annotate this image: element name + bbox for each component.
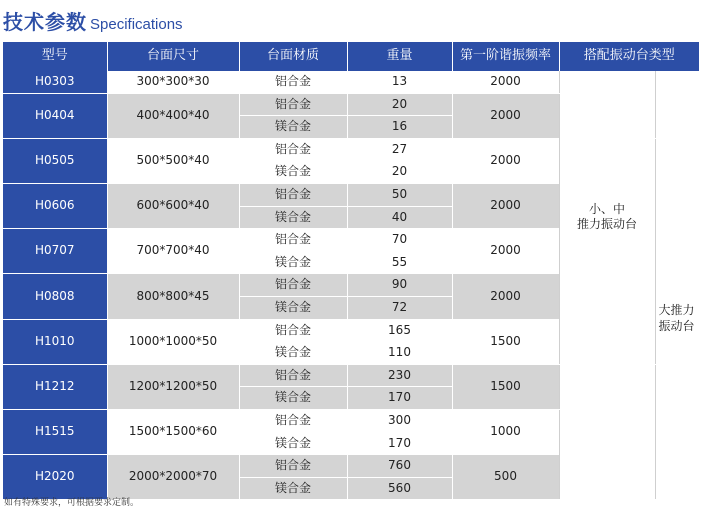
cell-size: 500*500*40 <box>107 138 239 183</box>
cell-weight: 70 <box>347 229 452 252</box>
cell-frequency: 500 <box>452 455 559 500</box>
cell-size: 1000*1000*50 <box>107 319 239 364</box>
cell-shaker-small-medium: 小、中 推力振动台 <box>559 71 655 364</box>
cell-material: 镁合金 <box>239 116 347 139</box>
cell-frequency: 2000 <box>452 71 559 93</box>
cell-material: 镁合金 <box>239 387 347 410</box>
table-header-row <box>3 42 699 71</box>
cell-size: 600*600*40 <box>107 183 239 228</box>
header-weight: 重量 <box>347 42 452 71</box>
cell-model: H1212 <box>3 364 107 409</box>
cell-weight: 55 <box>347 251 452 274</box>
header-model: 型号 <box>3 42 107 71</box>
cell-material: 铝合金 <box>239 409 347 432</box>
table-row <box>3 364 699 387</box>
title-chinese: 技术参数 <box>3 10 87 34</box>
cell-weight: 170 <box>347 387 452 410</box>
cell-weight: 72 <box>347 296 452 319</box>
header-frequency: 第一阶谐振频率 <box>452 42 559 71</box>
cell-size: 1500*1500*60 <box>107 409 239 454</box>
cell-shaker-large: 大推力 振动台 <box>655 138 699 500</box>
cell-material: 镁合金 <box>239 432 347 455</box>
cell-weight: 13 <box>347 71 452 93</box>
cell-material: 铝合金 <box>239 455 347 478</box>
cell-weight: 16 <box>347 116 452 139</box>
header-size: 台面尺寸 <box>107 42 239 71</box>
cell-frequency: 2000 <box>452 274 559 319</box>
cell-weight: 27 <box>347 138 452 161</box>
page-title <box>3 6 183 36</box>
cell-frequency: 1500 <box>452 364 559 409</box>
cell-material: 铝合金 <box>239 138 347 161</box>
cell-material: 铝合金 <box>239 93 347 116</box>
cell-weight: 20 <box>347 161 452 184</box>
title-english: Specifications <box>90 16 183 33</box>
cell-model: H1515 <box>3 409 107 454</box>
cell-weight: 560 <box>347 477 452 500</box>
cell-weight: 20 <box>347 93 452 116</box>
cell-model: H0707 <box>3 229 107 274</box>
cell-material: 镁合金 <box>239 342 347 365</box>
cell-weight: 760 <box>347 455 452 478</box>
cell-material: 铝合金 <box>239 319 347 342</box>
cell-frequency: 1000 <box>452 409 559 454</box>
cell-model: H0808 <box>3 274 107 319</box>
cell-weight: 300 <box>347 409 452 432</box>
cell-frequency: 2000 <box>452 138 559 183</box>
cell-material: 铝合金 <box>239 364 347 387</box>
cell-weight: 230 <box>347 364 452 387</box>
cell-frequency: 1500 <box>452 319 559 364</box>
cell-material: 镁合金 <box>239 206 347 229</box>
cell-weight: 110 <box>347 342 452 365</box>
cell-size: 1200*1200*50 <box>107 364 239 409</box>
table-body <box>3 71 699 500</box>
cell-material: 镁合金 <box>239 477 347 500</box>
cell-frequency: 2000 <box>452 93 559 138</box>
cell-weight: 165 <box>347 319 452 342</box>
cell-model: H0505 <box>3 138 107 183</box>
header-material: 台面材质 <box>239 42 347 71</box>
cell-weight: 50 <box>347 183 452 206</box>
spec-table <box>3 42 699 500</box>
cell-frequency: 2000 <box>452 229 559 274</box>
cell-shaker-blank-lower <box>559 364 655 500</box>
cell-material: 铝合金 <box>239 71 347 93</box>
cell-weight: 90 <box>347 274 452 297</box>
header-shaker-type: 搭配振动台类型 <box>559 42 699 71</box>
cell-material: 铝合金 <box>239 229 347 252</box>
cell-model: H0303 <box>3 71 107 93</box>
cell-size: 2000*2000*70 <box>107 455 239 500</box>
cell-size: 800*800*45 <box>107 274 239 319</box>
cell-material: 铝合金 <box>239 183 347 206</box>
cell-material: 镁合金 <box>239 161 347 184</box>
cell-weight: 40 <box>347 206 452 229</box>
cell-material: 镁合金 <box>239 251 347 274</box>
cell-size: 700*700*40 <box>107 229 239 274</box>
cell-model: H2020 <box>3 455 107 500</box>
cell-material: 铝合金 <box>239 274 347 297</box>
cell-model: H0404 <box>3 93 107 138</box>
cell-size: 400*400*40 <box>107 93 239 138</box>
cell-size: 300*300*30 <box>107 71 239 93</box>
cell-model: H1010 <box>3 319 107 364</box>
cell-weight: 170 <box>347 432 452 455</box>
cell-frequency: 2000 <box>452 183 559 228</box>
footnote: 如有特殊要求，可根据要求定制。 <box>4 498 140 508</box>
cell-shaker-blank <box>655 71 699 138</box>
cell-model: H0606 <box>3 183 107 228</box>
cell-material: 镁合金 <box>239 296 347 319</box>
